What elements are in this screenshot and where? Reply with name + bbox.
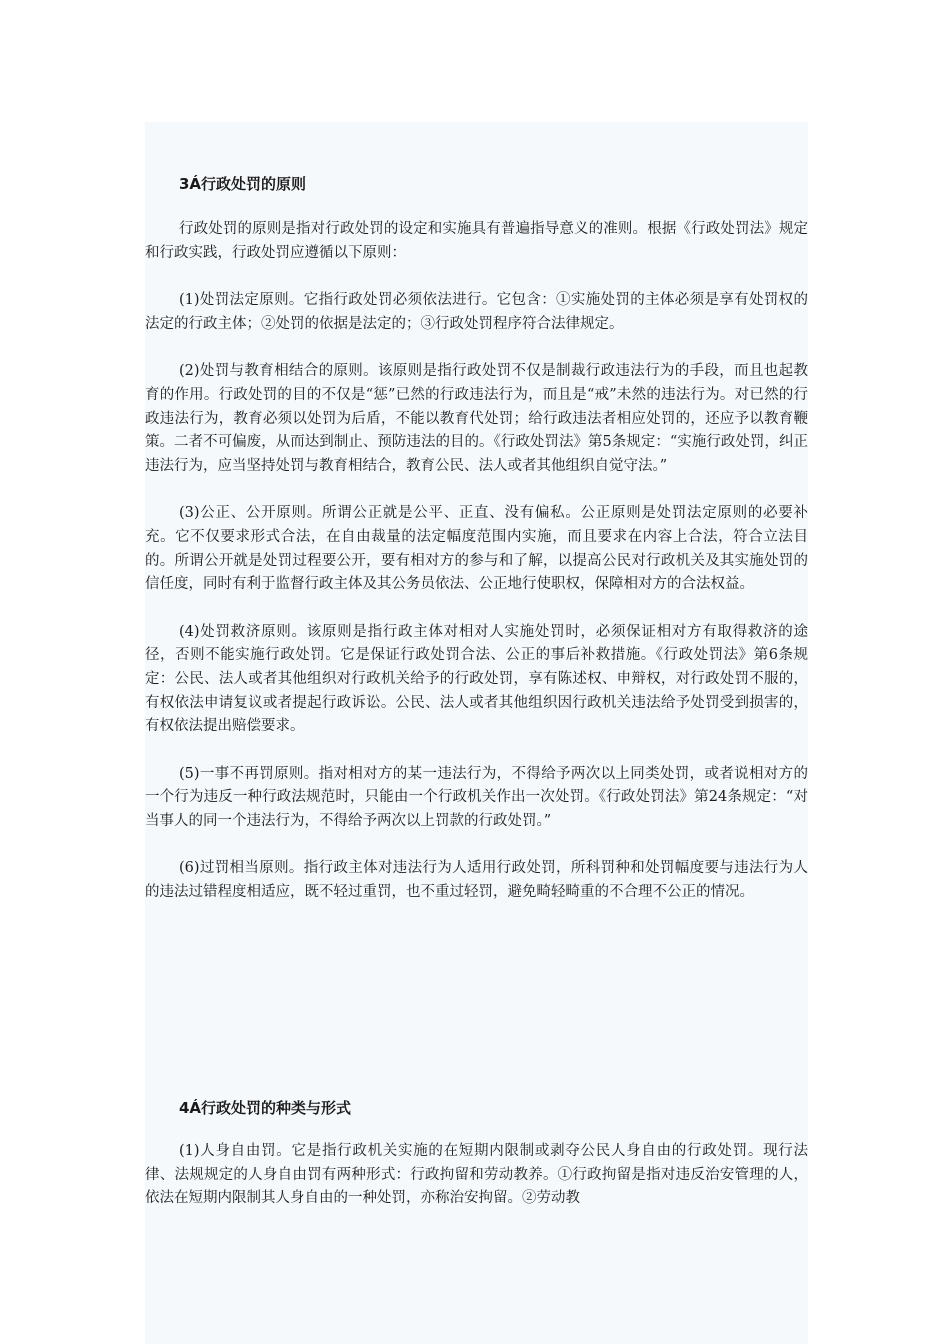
document-page bbox=[145, 122, 808, 1344]
section-3-heading: 3Á行政处罚的原则 bbox=[179, 175, 307, 193]
section-3-intro-paragraph: 行政处罚的原则是指对行政处罚的设定和实施具有普遍指导意义的准则。根据《行政处罚法》规定和行政实践，行政处罚应遵循以下原则： bbox=[145, 221, 808, 261]
principle-1-paragraph: (1)处罚法定原则。它指行政处罚必须依法进行。它包含：①实施处罚的主体必须是享有处罚权的法定的行政主体；②处罚的依据是法定的；③行政处罚程序符合法律规定。 bbox=[145, 292, 808, 332]
section-3 bbox=[145, 172, 808, 905]
principle-4-paragraph: (4)处罚救济原则。该原则是指行政主体对相对人实施处罚时，必须保证相对方有取得救济的途径，否则不能实施行政处罚。它是保证行政处罚合法、公正的事后补救措施。《行政处罚法》第6条规定：公民、法人或者其他组织对行政机关给予的行政处罚，享有陈述权、申辩权，对行政处罚不服的，有权依法申请复议或者提起行政诉讼。公民、法人或者其他组织因行政机关违法给予处罚受到损害的，有权依法提出赔偿要求。 bbox=[145, 623, 808, 735]
principle-3-paragraph: (3)公正、公开原则。所谓公正就是公平、正直、没有偏私。公正原则是处罚法定原则的必要补充。它不仅要求形式合法，在自由裁量的法定幅度范围内实施，而且要求在内容上合法，符合立法目的。所谓公开就是处罚过程要公开，要有相对方的参与和了解，以提高公民对行政机关及其实施处罚的信任度，同时有利于监督行政主体及其公务员依法、公正地行使职权，保障相对方的合法权益。 bbox=[145, 505, 808, 593]
section-4 bbox=[145, 1096, 808, 1211]
principle-2-paragraph: (2)处罚与教育相结合的原则。该原则是指行政处罚不仅是制裁行政违法行为的手段，而且也起教育的作用。行政处罚的目的不仅是“惩”已然的行政违法行为，而且是“戒”未然的违法行为。对已然的行政违法行为，教育必须以处罚为后盾，不能以教育代处罚；给行政违法者相应处罚的，还应予以教育鞭策。二者不可偏废，从而达到制止、预防违法的目的。《行政处罚法》第5条规定：“实施行政处罚，纠正违法行为，应当坚持处罚与教育相结合，教育公民、法人或者其他组织自觉守法。” bbox=[145, 363, 808, 474]
principle-5-paragraph: (5)一事不再罚原则。指对相对方的某一违法行为，不得给予两次以上同类处罚，或者说相对方的一个行为违反一种行政法规范时，只能由一个行政机关作出一次处罚。《行政处罚法》第24条规定：“对当事人的同一个违法行为，不得给予两次以上罚款的行政处罚。” bbox=[145, 765, 808, 829]
type-1-paragraph: (1)人身自由罚。它是指行政机关实施的在短期内限制或剥夺公民人身自由的行政处罚。现行法律、法规规定的人身自由罚有两种形式：行政拘留和劳动教养。①行政拘留是指对违反治安管理的人，依法在短期内限制其人身自由的一种处罚，亦称治安拘留。②劳动教 bbox=[145, 1143, 808, 1207]
section-4-heading: 4Á行政处罚的种类与形式 bbox=[179, 1099, 352, 1117]
principle-6-paragraph: (6)过罚相当原则。指行政主体对违法行为人适用行政处罚，所科罚种和处罚幅度要与违法行为人的违法过错程度相适应，既不轻过重罚，也不重过轻罚，避免畸轻畸重的不合理不公正的情况。 bbox=[145, 860, 808, 901]
